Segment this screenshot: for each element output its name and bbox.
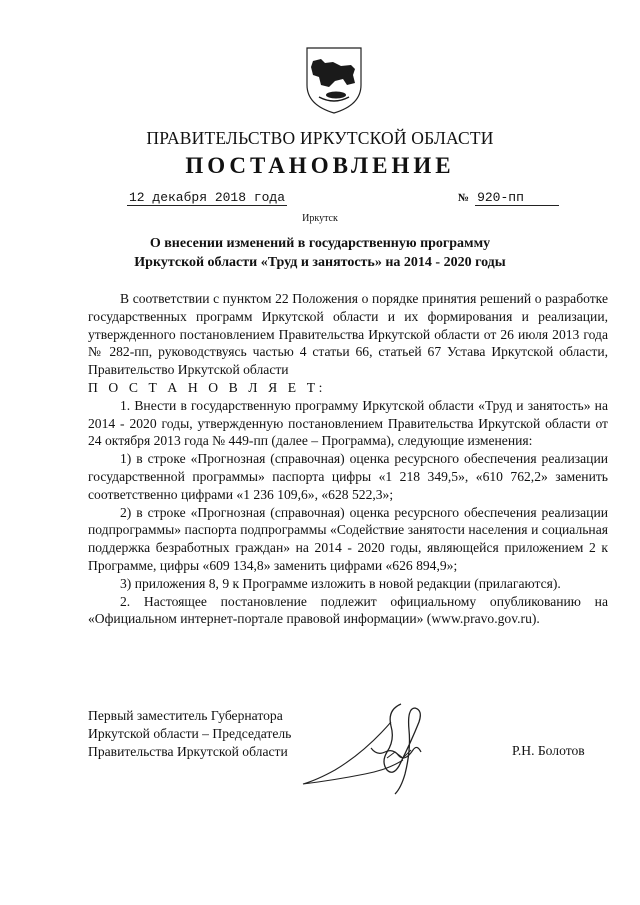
position-line-1: Первый заместитель Губернатора xyxy=(88,708,283,723)
item-1-2: 2) в строке «Прогнозная (справочная) оценка ресурсного обеспечения реализации подпрограммы» паспорта подпрограммы «Содействие занятости населения и социальная поддержка безработных граждан» на 2014 - 2020 годы, являющейся приложением 2 к Программе, цифры «609 134,8» заменить цифрами «626 894,9»; xyxy=(88,504,608,573)
signatory-position xyxy=(88,707,291,761)
preamble-paragraph: В соответствии с пунктом 22 Положения о порядке принятия решений о разработке государственных программ Иркутской области и их формирования и реализации, утвержденного постановлением Правительства Иркутской области от 26 июля 2013 года № 282-пп, руководствуясь частью 4 статьи 66, статьей 67 Устава Иркутской области, Правительство Иркутской области xyxy=(88,291,608,378)
item-1-3: 3) приложения 8, 9 к Программе изложить в новой редакции (прилагаются). xyxy=(120,575,561,591)
position-line-2: Иркутской области – Председатель xyxy=(88,726,292,741)
government-name: ПРАВИТЕЛЬСТВО ИРКУТСКОЙ ОБЛАСТИ xyxy=(146,128,494,148)
date-value: 12 декабря 2018 года xyxy=(129,190,286,205)
number-value: 920-пп xyxy=(475,190,559,206)
signatory-name: Р.Н. Болотов xyxy=(512,743,585,758)
title-line-1: О внесении изменений в государственную программу xyxy=(149,236,491,251)
position-line-3: Правительства Иркутской области xyxy=(88,744,288,759)
document-type: ПОСТАНОВЛЕНИЕ xyxy=(185,153,455,178)
decree-word: П О С Т А Н О В Л Я Е Т: xyxy=(88,379,326,395)
handwritten-signature-icon xyxy=(295,700,465,800)
item-2: 2. Настоящее постановление подлежит официальному опубликованию на «Официальном интернет-портале правовой информации» (www.pravo.gov.ru). xyxy=(88,593,608,627)
title-line-2: Иркутской области «Труд и занятость» на 2014 - 2020 годы xyxy=(134,255,506,270)
document-date xyxy=(127,190,287,205)
document-body xyxy=(88,290,608,628)
item-1-1: 1) в строке «Прогнозная (справочная) оценка ресурсного обеспечения реализации государственной программы» паспорта цифры «1 218 349,5», «610 762,2» заменить соответственно цифрами «1 236 109,6», «628 522,3»; xyxy=(88,451,608,502)
irkutsk-coat-of-arms-icon xyxy=(299,45,369,115)
number-label: № xyxy=(458,192,470,204)
document-title xyxy=(90,234,550,272)
city: Иркутск xyxy=(302,213,338,224)
item-1: 1. Внести в государственную программу Иркутской области «Труд и занятость» на 2014 - 2020 годы, утвержденную постановлением Правительства Иркутской области от 24 октября 2013 года № 449-пп (далее – Программа), следующие изменения: xyxy=(88,397,608,449)
document-number xyxy=(458,190,559,206)
